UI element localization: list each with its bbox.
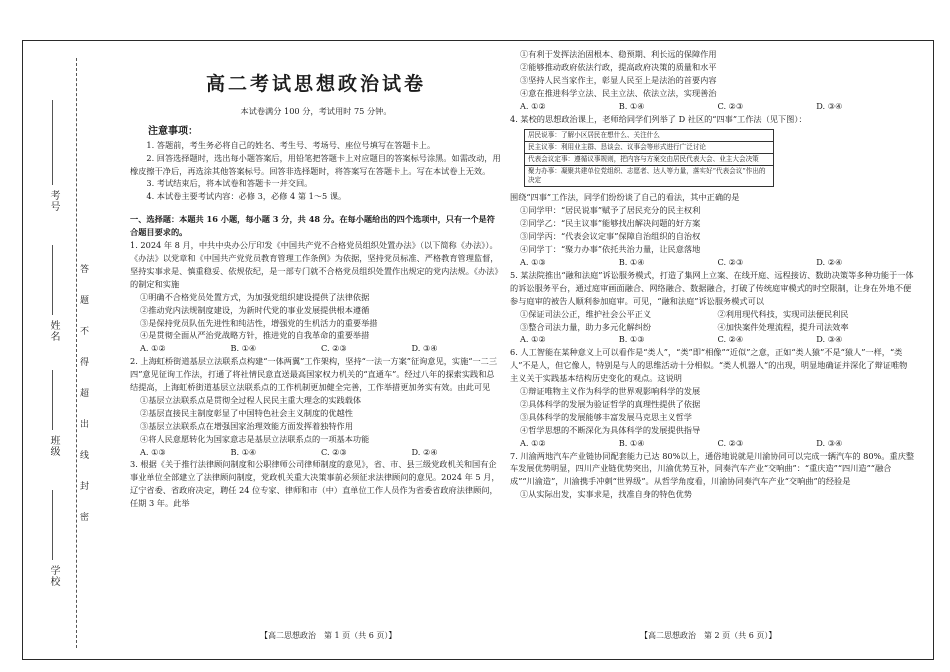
binding-strip: [40, 40, 92, 660]
name-blank[interactable]: [52, 245, 53, 315]
choice-a[interactable]: A. ①③: [140, 446, 166, 457]
warning-char: 出: [80, 420, 90, 430]
question-1-stem: 1. 2024 年 8 月，中共中央办公厅印发《中国共产党不合格党员组织处置办法》（以下简称《办法》）。《办法》以党章和《中国共产党党员教育管理工作条例》为依据，坚持党员标准、严格教育管理监督，坚持实事求是、慎重稳妥、依规依纪，是一部专门就不合格党员组织处置作出规定的党内法规。《办法》的制定和实施: [130, 240, 499, 289]
question-1-option: ④是贯彻全面从严治党战略方针，推进党的自我革命的重要举措: [140, 330, 370, 341]
question-6-option: ②具体科学的发展为验证哲学的真理性提供了依据: [520, 398, 701, 409]
question-2-stem: 2. 上海虹桥街道基层立法联系点构建“一体两翼”工作架构，坚持“一法一方案”征询意见，实施“一二三四”意见征询工作法，打通了将社情民意直送最高国家权力机关的“直通车”。经过八年的探索实践和总结提高，上海虹桥街道基层立法联系点的工作机制更加健全完善，工作举措更加务实有效。由此可见: [130, 356, 498, 393]
right-column: [510, 48, 915, 501]
question-4-option: ④同学丁：“聚力办事”依托共治力量，让民意落地: [520, 244, 701, 255]
question-2-option: ④将人民意愿转化为国家意志是基层立法联系点的一项基本功能: [140, 433, 370, 444]
warning-char: 得: [80, 358, 90, 368]
choice-c[interactable]: C. ②③: [717, 256, 744, 267]
question-5-choices: [510, 333, 915, 346]
warning-char: 超: [80, 389, 90, 399]
question-3-option: ①有利于发挥法治固根本、稳预期、利长远的保障作用: [520, 49, 717, 59]
exam-no-blank[interactable]: [52, 100, 53, 185]
choice-d[interactable]: D. ③④: [411, 343, 438, 354]
choice-a[interactable]: A. ①②: [520, 334, 546, 345]
question-2-option: ①基层立法联系点是贯彻全过程人民民主重大理念的实践载体: [140, 394, 362, 405]
section-heading: 一、选择题：本题共 16 小题，每小题 3 分，共 48 分。在每小题给出的四个选项中，只有一个是符合题目要求的。: [130, 214, 495, 238]
question-4-choices: [510, 256, 915, 269]
choice-c[interactable]: C. ②③: [321, 446, 347, 457]
question-6-choices: [510, 437, 915, 450]
warning-char: 封: [80, 482, 90, 492]
choice-b[interactable]: B. ①④: [618, 437, 645, 448]
choice-d[interactable]: D. ③④: [816, 334, 843, 345]
warning-char: 答: [80, 265, 90, 275]
question-5-options-row: [510, 308, 915, 321]
choice-a[interactable]: A. ①②: [140, 343, 166, 354]
class-label: 班级: [48, 435, 59, 457]
question-5-option: ③整合司法力量，助力多元化解纠纷: [520, 321, 652, 332]
question-3-option: ③坚持人民当家作主，彰显人民至上是法治的首要内容: [520, 74, 717, 85]
choice-d[interactable]: D. ③④: [816, 437, 843, 448]
four-things-table: [524, 129, 774, 187]
choice-b[interactable]: B. ①④: [230, 446, 257, 457]
choice-b[interactable]: B. ①④: [230, 343, 257, 354]
table-row: 代表会议定事：遵循议事规则，把内容与方案交由居民代表大会、业主大会决策: [525, 154, 774, 166]
choice-b[interactable]: B. ①④: [618, 100, 645, 111]
warning-char: 题: [80, 296, 90, 306]
class-blank[interactable]: [52, 370, 53, 430]
question-4-option: ②同学乙：“民主议事”能够找出解决问题的好方案: [520, 218, 701, 229]
notice-item: 1. 答题前，考生务必将自己的姓名、考生号、考场号、座位号填写在答题卡上。: [146, 139, 436, 150]
choice-c[interactable]: C. ②③: [321, 343, 347, 354]
choice-d[interactable]: D. ③④: [816, 100, 843, 111]
school-blank[interactable]: [52, 490, 53, 560]
page-footer-left: 【高二思想政治 第 1 页（共 6 页）】: [260, 631, 397, 640]
choice-d[interactable]: D. ②④: [411, 446, 438, 457]
seal-line: [76, 58, 77, 648]
question-2-option: ②基层直接民主制度彰显了中国特色社会主义制度的优越性: [140, 407, 353, 418]
question-4-option: ①同学甲：“居民说事”赋予了居民充分的民主权利: [520, 205, 701, 216]
exam-title: 高二考试思想政治试卷: [205, 73, 426, 95]
question-6-option: ④哲学思想的不断深化为具体科学的发展提供指导: [520, 424, 701, 435]
question-3-choices: [510, 100, 915, 113]
table-row: 民主议事：利用业主群、恳谈会、议事会等形式进行广泛讨论: [525, 142, 774, 154]
question-1-option: ②推动党内法规制度建设，为新时代党的事业发展提供根本遵循: [140, 304, 370, 315]
question-2-choices: [130, 446, 502, 459]
question-6-option: ③具体科学的发展能够丰富发展马克思主义哲学: [520, 411, 692, 422]
question-5-stem: 5. 某法院推出“融和法庭”诉讼服务模式，打造了集网上立案、在线开庭、远程接访、数助决策等多种功能于一体的诉讼服务平台，通过庭审画面融合、网络融合、数据融合，打破了传统庭审模式的时空限制，让身在外地不便参与庭审的被告人顺利参加庭审。可见，“融和法庭”诉讼服务模式可以: [510, 269, 914, 306]
table-row: 聚力办事：凝聚共建单位党组织、志愿者、达人等力量，落实好“代表会议”作出的决定: [525, 166, 774, 187]
warning-char: 不: [80, 327, 90, 337]
warning-char: 线: [80, 451, 90, 461]
warning-char: 密: [80, 513, 90, 523]
notice-item: 4. 本试卷主要考试内容：必修 3，必修 4 第 1～5 课。: [146, 191, 347, 202]
question-5-option: ①保证司法公正，维护社会公平正义: [520, 308, 652, 319]
question-1-option: ①明确不合格党员处置方式，为加强党组织建设提供了法律依据: [140, 291, 370, 302]
notice-heading: 注意事项：: [148, 125, 198, 137]
question-5-options-row: [510, 321, 915, 334]
question-4-lead: 围绕“四事”工作法，同学们纷纷谈了自己的看法，其中正确的是: [510, 192, 740, 203]
choice-c[interactable]: C. ②③: [717, 100, 744, 111]
question-4-stem: 4. 某校的思想政治课上，老师给同学们列举了 D 社区的“四事”工作法（见下图）：: [510, 113, 807, 124]
exam-no-label: 考号: [48, 190, 59, 212]
choice-b[interactable]: B. ①③: [618, 334, 645, 345]
question-1-choices: [130, 342, 502, 355]
question-6-stem: 6. 人工智能在某种意义上可以看作是“类人”，“类”即“相像”“近似”之意，正如“类人猿”不是“猿人”一样，“类人”不是人，但它像人，特别是与人的思维活动十分相似。“类人机器人”的出现，明显地确证并深化了辩证唯物主义关于实践基本结构历史变化的观点。这说明: [510, 347, 908, 384]
question-5-option: ②利用现代科技，实现司法便民利民: [717, 308, 849, 319]
choice-a[interactable]: A. ①②: [520, 437, 546, 448]
choice-c[interactable]: C. ②④: [717, 334, 744, 345]
name-label: 姓名: [48, 320, 59, 342]
question-3-stem: 3. 根据《关于推行法律顾问制度和公职律师公司律师制度的意见》，省、市、县三级党政机关和国有企事业单位全部建立了法律顾问制度，党政机关重大决策事前必须征求法律顾问的意见。2024 年 5 月，辽宁省委、省政府决定，聘任 24 位专家、律师和市（中）直单位工作人员作为省委省政府法律顾问，任期 3 年。此举: [130, 459, 500, 509]
question-2-option: ③基层立法联系点在增强国家治理效能方面发挥着独特作用: [140, 420, 353, 431]
notice-item: 3. 考试结束后，将本试卷和答题卡一并交回。: [146, 178, 313, 189]
choice-c[interactable]: C. ②③: [717, 437, 744, 448]
page-footer-right: 【高二思想政治 第 2 页（共 6 页）】: [640, 631, 777, 640]
question-3-option: ④意在推进科学立法、民主立法、依法立法，实现善治: [520, 87, 717, 98]
question-5-option: ④加快案件处理流程，提升司法效率: [717, 321, 849, 332]
question-7-option: ①从实际出发，实事求是，找准自身的特色优势: [520, 489, 692, 500]
question-3-option: ②能够推动政府依法行政，提高政府决策的质量和水平: [520, 61, 717, 72]
choice-b[interactable]: B. ①④: [618, 256, 645, 267]
left-column: [130, 48, 502, 510]
choice-d[interactable]: D. ②④: [816, 256, 843, 267]
question-7-stem: 7. 川渝两地汽车产业链协同配套能力已达 80%以上，通俗地说就是川渝协同可以完成一辆汽车的 80%。重庆整车发展优势明显，四川产业链优势突出，川渝优势互补，同奏汽车产业“交响曲”：“重庆造”“四川造”“融合成”“川渝造”，川渝携手冲刺“世界级”。从哲学角度看，川渝协同奏汽车产业“交响曲”的经验是: [510, 450, 915, 487]
choice-a[interactable]: A. ①③: [520, 256, 546, 267]
exam-info: 本试卷满分 100 分，考试用时 75 分钟。: [240, 105, 392, 116]
question-4-option: ③同学丙：“代表会议定事”保障自治组织的自治权: [520, 231, 701, 242]
question-6-option: ①辩证唯物主义作为科学的世界观影响科学的发展: [520, 386, 701, 397]
school-label: 学校: [48, 565, 59, 587]
choice-a[interactable]: A. ①②: [520, 100, 546, 111]
table-row: 居民说事：了解小区居民在想什么、关注什么: [525, 130, 774, 142]
notice-item: 2. 回答选择题时，选出每小题答案后，用铅笔把答题卡上对应题目的答案标号涂黑。如需改动，用橡皮擦干净后，再选涂其他答案标号。回答非选择题时，将答案写在答题卡上。写在本试卷上无效。: [130, 152, 501, 176]
question-1-option: ③是保持党员队伍先进性和纯洁性，增强党的生机活力的重要举措: [140, 317, 378, 328]
